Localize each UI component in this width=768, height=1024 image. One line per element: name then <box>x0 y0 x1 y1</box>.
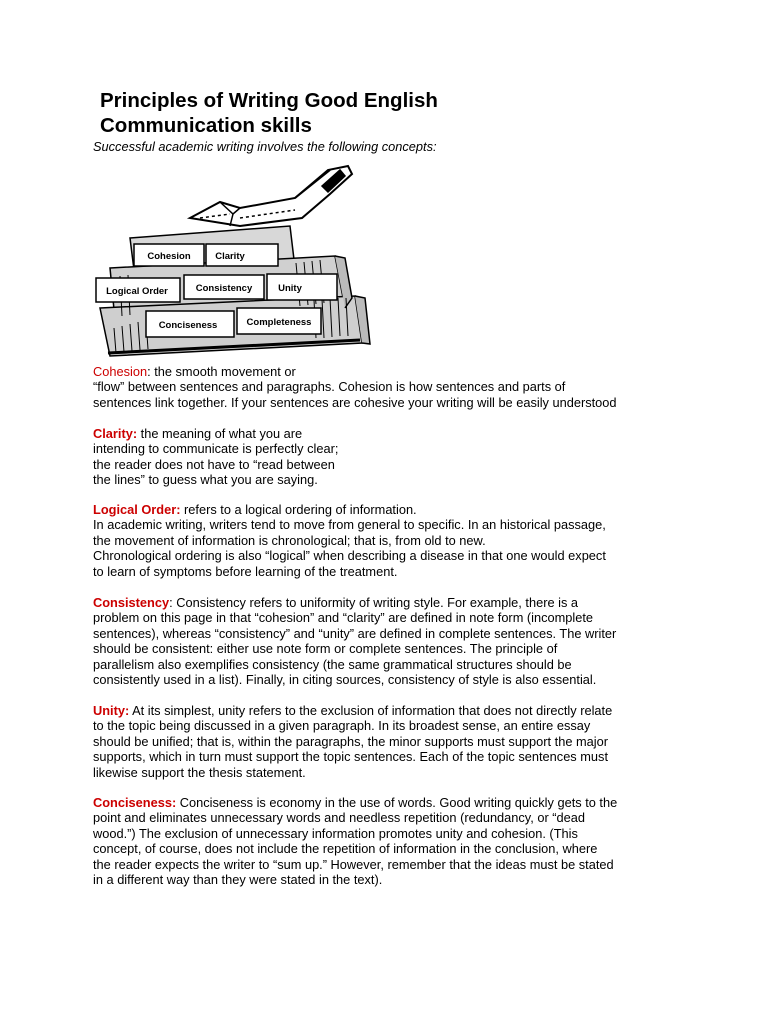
blocks-clipart <box>90 158 375 363</box>
cohesion-line-1: : the smooth movement or <box>147 364 296 379</box>
logical-order-line-2: In academic writing, writers tend to move from general to specific. In an historical passage, <box>93 517 606 533</box>
consistency-line-1: : Consistency refers to uniformity of writing style. For example, there is a <box>169 595 579 610</box>
block-consistency <box>184 275 264 299</box>
block-clarity <box>206 244 278 266</box>
logical-order-line-4: Chronological ordering is also “logical” when describing a disease in that one would expect <box>93 548 606 564</box>
writing-blocks-illustration <box>90 158 375 363</box>
unity-line-3: should be unified; that is, within the paragraphs, the minor supports must support the major <box>93 733 608 749</box>
title-line-2: Communication skills <box>100 114 312 137</box>
section-cohesion <box>93 364 683 410</box>
term-cohesion: Cohesion <box>93 364 148 379</box>
unity-line-1: At its simplest, unity refers to the exclusion of information that does not directly relate <box>129 703 613 718</box>
section-clarity <box>93 426 683 488</box>
conciseness-line-2: point and eliminates unnecessary words and needless repetition (redundancy, or “dead <box>93 810 586 826</box>
cohesion-line-2: “flow” between sentences and paragraphs. Cohesion is how sentences and parts of <box>93 379 566 395</box>
term-logical-order: Logical Order: <box>93 502 181 517</box>
block-unity <box>267 274 337 300</box>
block-label-conciseness: Conciseness <box>158 320 218 331</box>
block-label-unity: Unity <box>278 283 302 294</box>
conciseness-line-5: the reader expects the writer to “sum up.” However, remember that the ideas must be stated <box>93 856 614 872</box>
unity-line-5: likewise support the thesis statement. <box>93 764 306 780</box>
term-conciseness: Conciseness: <box>93 795 177 810</box>
intro-subtitle: Successful academic writing involves the following concepts: <box>93 139 437 154</box>
clarity-line-4: the lines” to guess what you are saying. <box>93 472 318 488</box>
block-label-consistency: Consistency <box>195 283 253 294</box>
cohesion-line-3: sentences link together. If your sentences are cohesive your writing will be easily understood <box>93 394 617 410</box>
term-clarity: Clarity: <box>93 426 138 441</box>
page-title <box>100 88 438 138</box>
block-completeness <box>237 308 321 334</box>
consistency-line-4: should be consistent: either use note form or complete sentences. The principle of <box>93 641 558 657</box>
section-consistency <box>93 595 683 687</box>
section-conciseness <box>93 795 683 887</box>
logical-order-line-1: refers to a logical ordering of information. <box>180 502 417 517</box>
consistency-line-6: consistently used in a list). Finally, in citing sources, consistency of style is also essential. <box>93 672 597 688</box>
consistency-line-3: sentences), whereas “consistency” and “unity” are defined in complete sentences. The writer <box>93 625 617 641</box>
title-line-1: Principles of Writing Good English <box>100 89 438 112</box>
clarity-line-1: the meaning of what you are <box>137 426 303 441</box>
clarity-line-2: intending to communicate is perfectly clear; <box>93 441 339 457</box>
block-logical-order <box>96 278 180 302</box>
block-label-cohesion: Cohesion <box>147 251 191 262</box>
conciseness-line-3: wood.”) The exclusion of unnecessary information promotes unity and cohesion. (This <box>93 825 578 841</box>
block-label-logical-order: Logical Order <box>106 286 168 297</box>
logical-order-line-5: to learn of symptoms before learning of the treatment. <box>93 563 398 579</box>
pen-illustration <box>190 166 352 226</box>
conciseness-line-1: Conciseness is economy in the use of words. Good writing quickly gets to the <box>176 795 618 810</box>
block-label-completeness: Completeness <box>246 317 312 328</box>
clarity-line-3: the reader does not have to “read between <box>93 456 335 472</box>
section-unity <box>93 703 683 780</box>
term-unity: Unity: <box>93 703 130 718</box>
term-consistency: Consistency <box>93 595 170 610</box>
conciseness-line-6: in a different way than they were stated in the text). <box>93 872 383 888</box>
block-cohesion <box>134 244 204 266</box>
section-logical-order <box>93 502 683 579</box>
consistency-line-5: parallelism also exemplifies consistency (the same grammatical structures should be <box>93 656 572 672</box>
logical-order-line-3: the movement of information is chronological; that is, from old to new. <box>93 532 486 548</box>
block-conciseness <box>146 311 234 337</box>
unity-line-4: supports, which in turn must support the topic sentences. Each of the topic sentences must <box>93 749 608 765</box>
conciseness-line-4: concept, of course, does not include the repetition of information in the conclusion, where <box>93 841 598 857</box>
consistency-line-2: problem on this page in that “cohesion” and “clarity” are defined in note form (incomplete <box>93 610 594 626</box>
unity-line-2: to the topic being discussed in a given paragraph. In its broadest sense, an entire essay <box>93 718 591 734</box>
block-label-clarity: Clarity <box>215 251 245 262</box>
